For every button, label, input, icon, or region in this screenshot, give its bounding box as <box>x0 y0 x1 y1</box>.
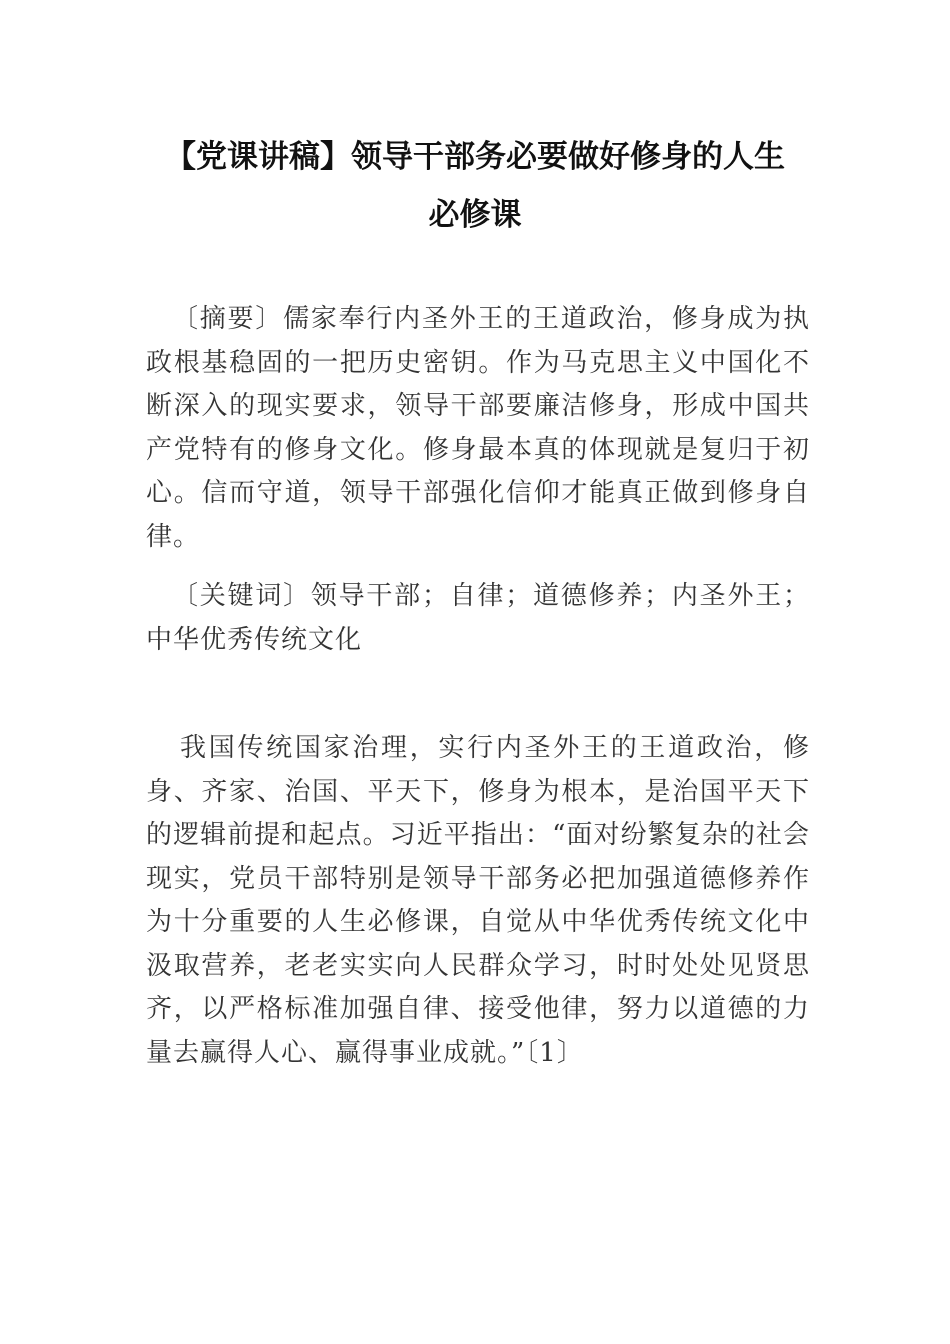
title-line-1: 【党课讲稿】领导干部务必要做好修身的人生 <box>165 139 785 175</box>
abstract-paragraph: 〔摘要〕儒家奉行内圣外王的王道政治，修身成为执政根基稳固的一把历史密钥。作为马克思主义中国化不断深入的现实要求，领导干部要廉洁修身，形成中国共产党特有的修身文化。修身最本真的体现就是复归于初心。信而守道，领导干部强化信仰才能真正做到修身自律。 <box>146 304 810 552</box>
title-line-2: 必修课 <box>428 197 522 233</box>
keywords-paragraph: 〔关键词〕领导干部；自律；道德修养；内圣外王；中华优秀传统文化 <box>146 581 810 655</box>
document-title <box>120 128 830 244</box>
body-paragraph: 我国传统国家治理，实行内圣外王的王道政治，修身、齐家、治国、平天下，修身为根本，是治国平天下的逻辑前提和起点。习近平指出：“面对纷繁复杂的社会现实，党员干部特别是领导干部务必把加强道德修养作为十分重要的人生必修课，自觉从中华优秀传统文化中汲取营养，老老实实向人民群众学习，时时处处见贤思齐，以严格标准加强自律、接受他律，努力以道德的力量去赢得人心、赢得事业成就。”〔1〕 <box>146 733 810 1068</box>
